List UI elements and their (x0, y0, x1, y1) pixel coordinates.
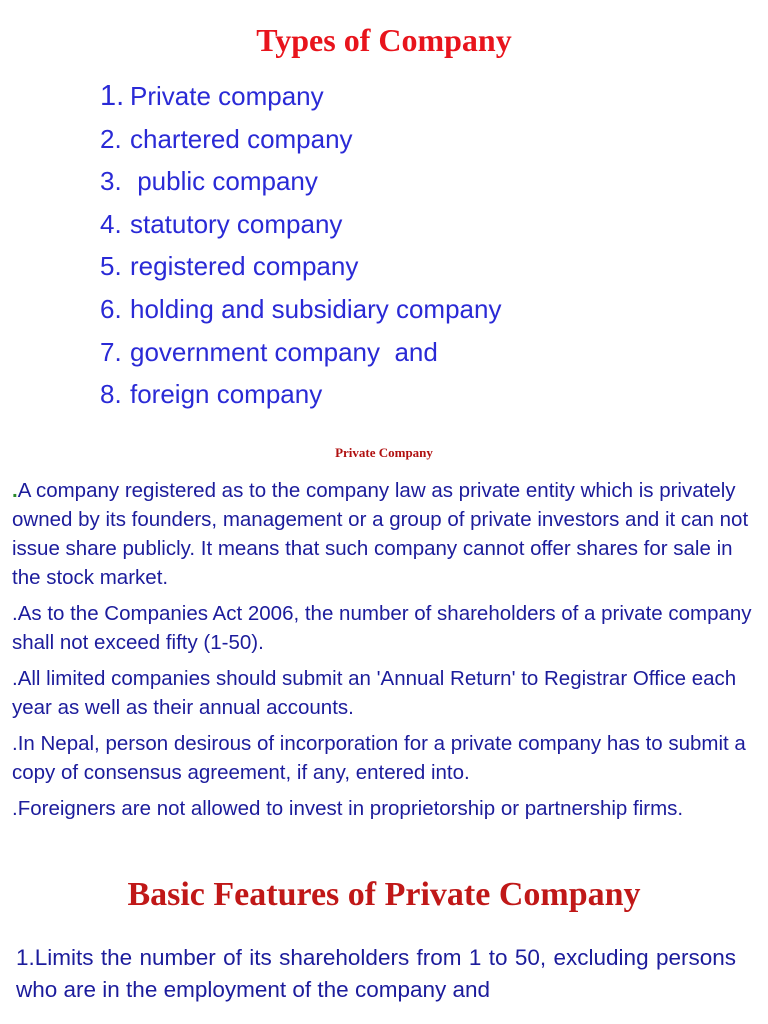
list-item (100, 289, 501, 332)
list-number: 4. (100, 208, 122, 239)
list-label: government company and (130, 336, 438, 367)
paragraph: .All limited companies should submit an 'Annual Return' to Registrar Office each year as well as their annual accounts. (12, 667, 737, 719)
list-label: chartered company (130, 123, 353, 154)
page-title: Types of Company (256, 22, 512, 58)
list-label: foreign company (130, 379, 323, 410)
list-item (100, 119, 501, 162)
paragraph-bullet: . (12, 479, 18, 502)
list-item (100, 204, 501, 247)
list-label: public company (130, 166, 318, 197)
list-number: 8. (100, 379, 122, 410)
paragraph (12, 476, 760, 592)
private-company-paragraphs (12, 476, 760, 830)
paragraph: .Foreigners are not allowed to invest in proprietorship or partnership firms. (12, 797, 684, 820)
list-number: 1. (100, 80, 125, 112)
list-number: 5. (100, 251, 122, 282)
list-item (100, 374, 501, 417)
list-label: registered company (130, 251, 359, 282)
list-item (100, 161, 501, 204)
list-number: 3. (100, 166, 122, 197)
paragraph: .In Nepal, person desirous of incorporation for a private company has to submit a copy of consensus agreement, if any, entered into. (12, 732, 746, 784)
list-item (100, 332, 501, 375)
list-item (100, 76, 501, 119)
list-label: Private company (130, 81, 324, 111)
list-number: 7. (100, 336, 122, 367)
paragraph: .As to the Companies Act 2006, the number of shareholders of a private company shall not exceed fifty (1-50). (12, 602, 752, 654)
list-label: holding and subsidiary company (130, 293, 502, 324)
list-number: 2. (100, 123, 122, 154)
section-title: Private Company (335, 445, 433, 460)
list-label: statutory company (130, 208, 343, 239)
company-types-list (100, 76, 501, 417)
features-paragraph: 1.Limits the number of its shareholders from 1 to 50, excluding persons who are in the employment of the company and (16, 945, 736, 1002)
list-number: 6. (100, 293, 122, 324)
list-item (100, 246, 501, 289)
features-title: Basic Features of Private Company (127, 876, 641, 913)
paragraph-text: A company registered as to the company law as private entity which is privately owned by its founders, management or a group of private investors and it can not issue share publicly. It means that such company cannot offer shares for sale in the stock market. (12, 479, 749, 589)
